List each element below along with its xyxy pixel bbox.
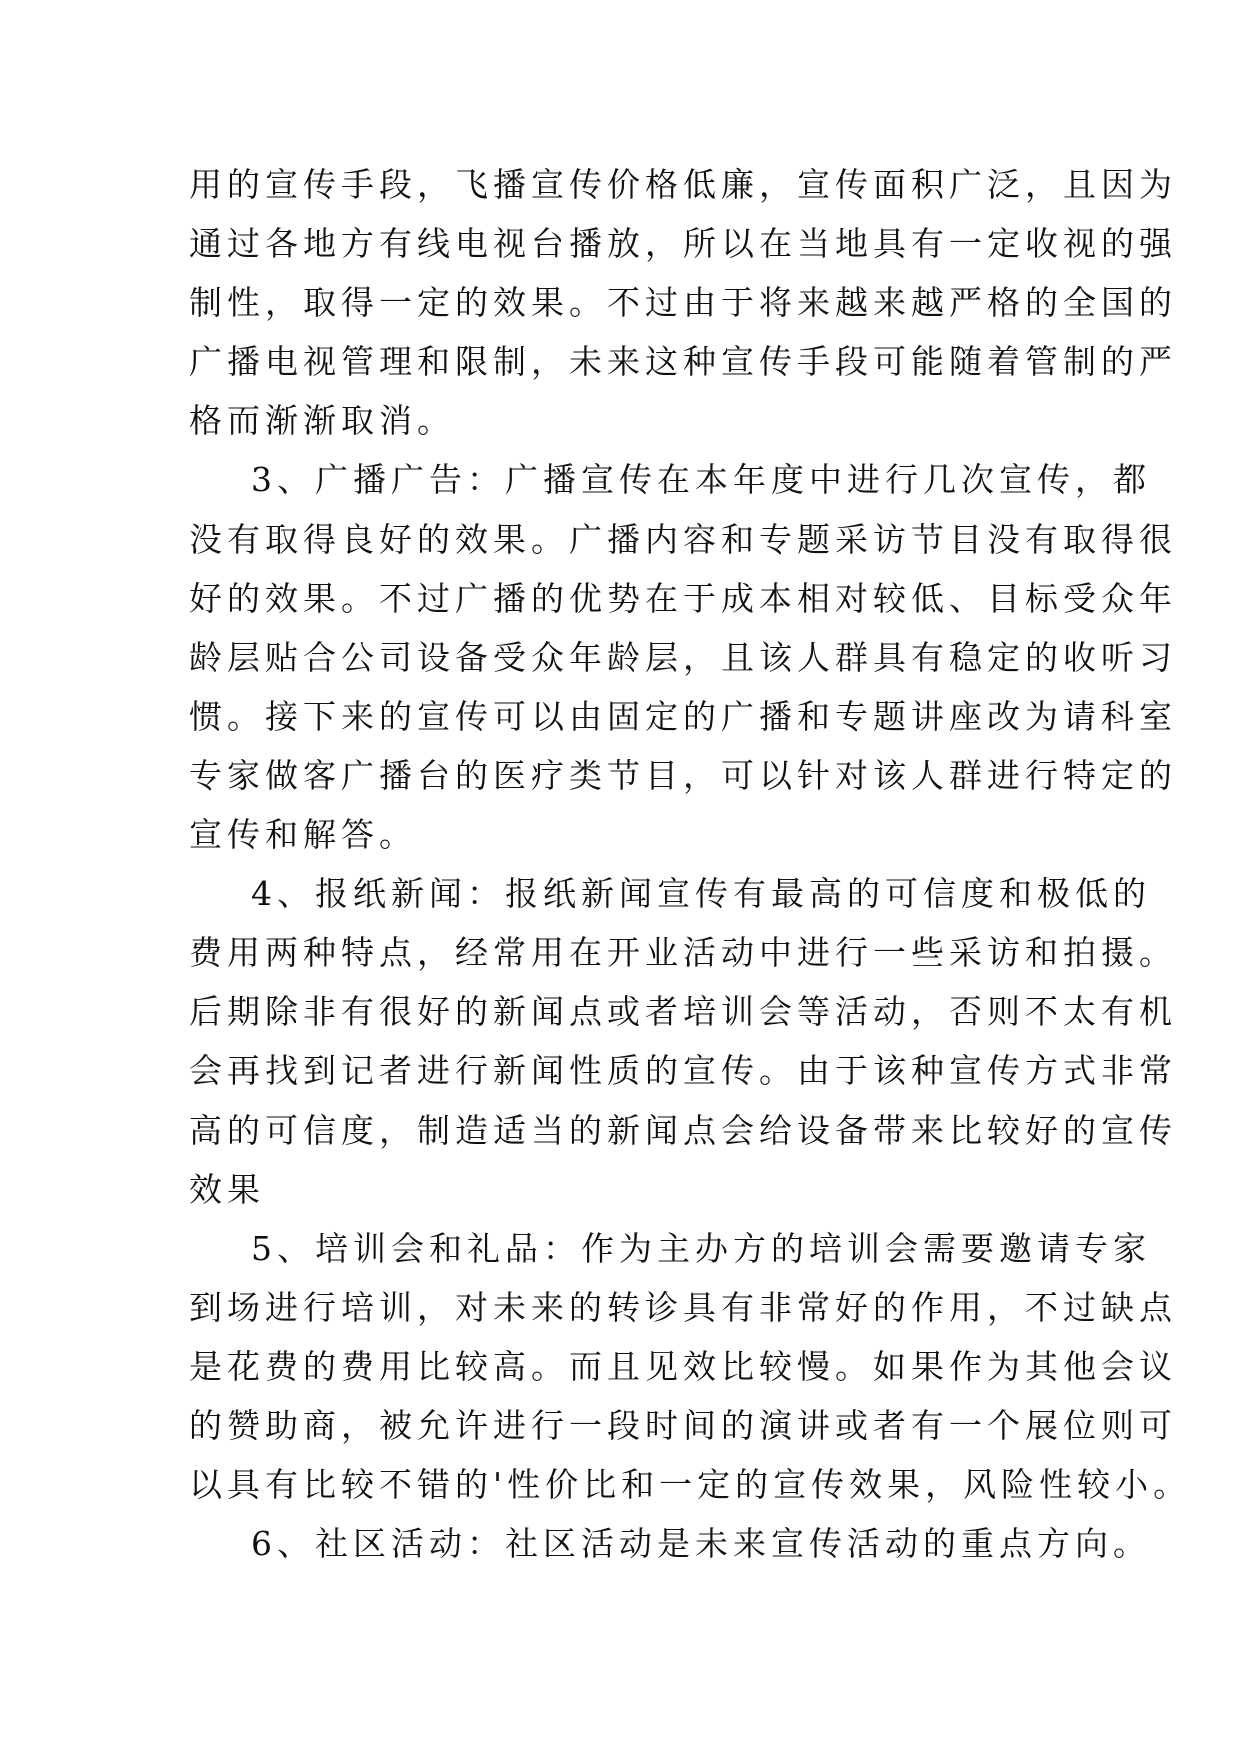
text-line: 的赞助商，被允许进行一段时间的演讲或者有一个展位则可 (189, 1405, 1177, 1445)
text-line: 是花费的费用比较高。而且见效比较慢。如果作为其他会议 (189, 1346, 1177, 1386)
text-line: 惯。接下来的宣传可以由固定的广播和专题讲座改为请科室 (189, 696, 1177, 736)
document-body (189, 155, 1192, 1573)
text-line: 费用两种特点，经常用在开业活动中进行一些采访和拍摄。 (189, 933, 1177, 973)
paragraph-start-line: 5、培训会和礼品：作为主办方的培训会需要邀请专家 (251, 1228, 1151, 1268)
text-line: 通过各地方有线电视台播放，所以在当地具有一定收视的强 (189, 224, 1177, 264)
text-line: 效果 (189, 1169, 265, 1209)
text-line: 宣传和解答。 (189, 815, 417, 855)
text-line: 广播电视管理和限制，未来这种宣传手段可能随着管制的严 (189, 342, 1177, 382)
paragraph-start-line: 6、社区活动：社区活动是未来宣传活动的重点方向。 (251, 1524, 1151, 1564)
paragraph-start-line: 3、广播广告：广播宣传在本年度中进行几次宣传，都 (251, 460, 1151, 500)
text-line: 龄层贴合公司设备受众年龄层，且该人群具有稳定的收听习 (189, 637, 1177, 677)
text-line: 专家做客广播台的医疗类节目，可以针对该人群进行特定的 (189, 755, 1177, 795)
text-line: 以具有比较不错的'性价比和一定的宣传效果，风险性较小。 (189, 1465, 1192, 1505)
text-line: 好的效果。不过广播的优势在于成本相对较低、目标受众年 (189, 578, 1177, 618)
text-line: 到场进行培训，对未来的转诊具有非常好的作用，不过缺点 (189, 1287, 1177, 1327)
text-line: 用的宣传手段，飞播宣传价格低廉，宣传面积广泛，且因为 (189, 165, 1177, 204)
text-line: 高的可信度，制造适当的新闻点会给设备带来比较好的宣传 (189, 1110, 1177, 1150)
text-line: 格而渐渐取消。 (189, 401, 455, 441)
text-line: 没有取得良好的效果。广播内容和专题采访节目没有取得很 (189, 519, 1177, 559)
paragraph-start-line: 4、报纸新闻：报纸新闻宣传有最高的可信度和极低的 (251, 874, 1151, 914)
text-line: 后期除非有很好的新闻点或者培训会等活动，否则不太有机 (189, 992, 1177, 1032)
text-line: 制性，取得一定的效果。不过由于将来越来越严格的全国的 (189, 283, 1177, 323)
text-line: 会再找到记者进行新闻性质的宣传。由于该种宣传方式非常 (189, 1051, 1177, 1091)
